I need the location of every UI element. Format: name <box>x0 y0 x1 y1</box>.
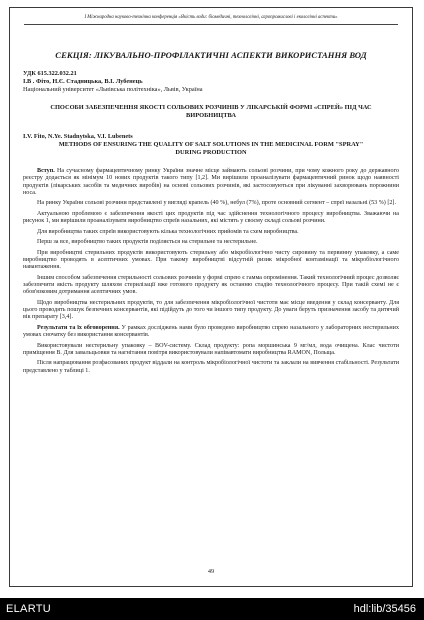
affiliation: Національний університет «Львівська політехніка», Львів, Україна <box>23 86 203 93</box>
article-title-english: METHODS OF ENSURING THE QUALITY OF SALT SOLUTIONS IN THE MEDICINAL FORM "SPRAY" DURING PRODUCTION <box>58 141 364 157</box>
paragraph: На ринку України сольові розчини представлені у вигляді крапель (40 %), небул (7%), проте основний сегмент – спреї назальні (53 %) [2]. <box>37 200 396 207</box>
repository-footer <box>0 598 424 620</box>
paragraph: При виробництві стерильних продуктів використовують стерильну або мікробіологічно чисту сировину та первинну упаковку, а саме виробництво проводять в асептичних умовах. При такому виробництві відсутній ризик мікробної контамінації та мікробіологічного навантаження. <box>23 249 399 271</box>
paragraph: Щодо виробництва нестерильних продуктів, то для забезпечення мікробіологічної чистоти має місце введення у склад консерванту. Для цього проводять пошук безпечних консервантів, які підійдуть до того чи іншого типу продукту. До уваги беруть призначення засобу та дитячий вік препарату [3,4]. <box>23 299 399 321</box>
page-number: 49 <box>207 568 215 575</box>
paragraph: Після напрацювання розфасованих продукт віддали на контроль мікробіологічної чистоти та заклали на вивчення стабільності. Результати представлено у таблиці 1. <box>23 360 399 374</box>
paragraph: Іншим способом забезпечення стерильності сольових розчинів у формі спрею є гамма опромінення. Такий технологічний процес дозволяє забезпечити якість продукту шляхом стерилізації вже готового продукту як останню стадію технологічного процесу. При такій схемі не є обов'язковим дотримання асептичних умов. <box>23 274 399 296</box>
paragraph-results <box>23 325 399 340</box>
authors-english: I.V. Fito, N.Ye. Stadnytska, V.I. Lubenets <box>23 133 133 140</box>
paragraph-intro <box>23 168 399 197</box>
paragraph: Перш за все, виробництво таких продуктів поділяється на стерильне та нестерильне. <box>37 239 258 246</box>
repository-name: ELARTU <box>6 603 51 615</box>
results-text: У рамках досліджень нами було проведено виробництво спрею назального у лабораторних нестерильних умовах сночатку без використання консервантів. <box>23 324 399 339</box>
paragraph: Актуальною проблемою є забезпечення якості цих продуктів під час здійснення технологічного процесу виробництва. Зважаючи на рисунок 1, ми вирішили проаналізувати виробництво спреїв назальних, які містять у своєму складі сольові розчини. <box>23 210 399 225</box>
udk-code: УДК 615.322.032.21 <box>23 70 77 77</box>
handle-link[interactable]: hdl:lib/35456 <box>353 603 416 615</box>
results-heading: Результати та їх обговорення. <box>37 324 120 331</box>
paragraph: Для виробництва таких спреїв використовують кілька технологічних прийомів та схем виробництва. <box>37 228 299 235</box>
article-title-ukrainian: СПОСОБИ ЗАБЕЗПЕЧЕННЯ ЯКОСТІ СОЛЬОВИХ РОЗЧИНІВ У ЛІКАРСЬКІЙ ФОРМІ «СПРЕЙ» ПІД ЧАС ВИРОБНИЦТВА <box>50 104 372 120</box>
authors-ukrainian: І.В . Фіто, Н.Є. Стадницька, В.І. Лубенець <box>23 78 143 85</box>
running-header: І Міжнародна науково-технічна конференція «Якість води: біомедичні, технологічні, агропромислові і екологічні аспекти» <box>24 13 398 25</box>
section-title: СЕКЦІЯ: ЛІКУВАЛЬНО-ПРОФІЛАКТИЧНІ АСПЕКТИ ВИКОРИСТАННЯ ВОД <box>55 50 367 60</box>
paragraph: Використовували нестерильну упаковку – BOV-систему. Склад продукту: ропа моршинська 9 мг/мл, вода очищена. Клас чистоти приміщення В. Для завальцьовки та нагнітання повітря використовували напівавтомати виробництва RAMON, Польща. <box>23 342 399 356</box>
article-body <box>23 168 399 378</box>
document-page <box>9 7 413 587</box>
intro-heading: Вступ. <box>37 168 55 174</box>
intro-text: На сучасному фармацевтичному ринку України значне місце займають сольові розчини, при чому кожного року до державного реєстру додається як мінімум 10 нових продуктів такого типу [1,2]. Ми вирішили проаналізувати фармацевтичний ринок щодо наявності продуктів (лікарських засобів та медичних виробів) на основі сольових розчинів, які застосовуються при лікуванні захворювань порожнини носа. <box>23 168 399 196</box>
